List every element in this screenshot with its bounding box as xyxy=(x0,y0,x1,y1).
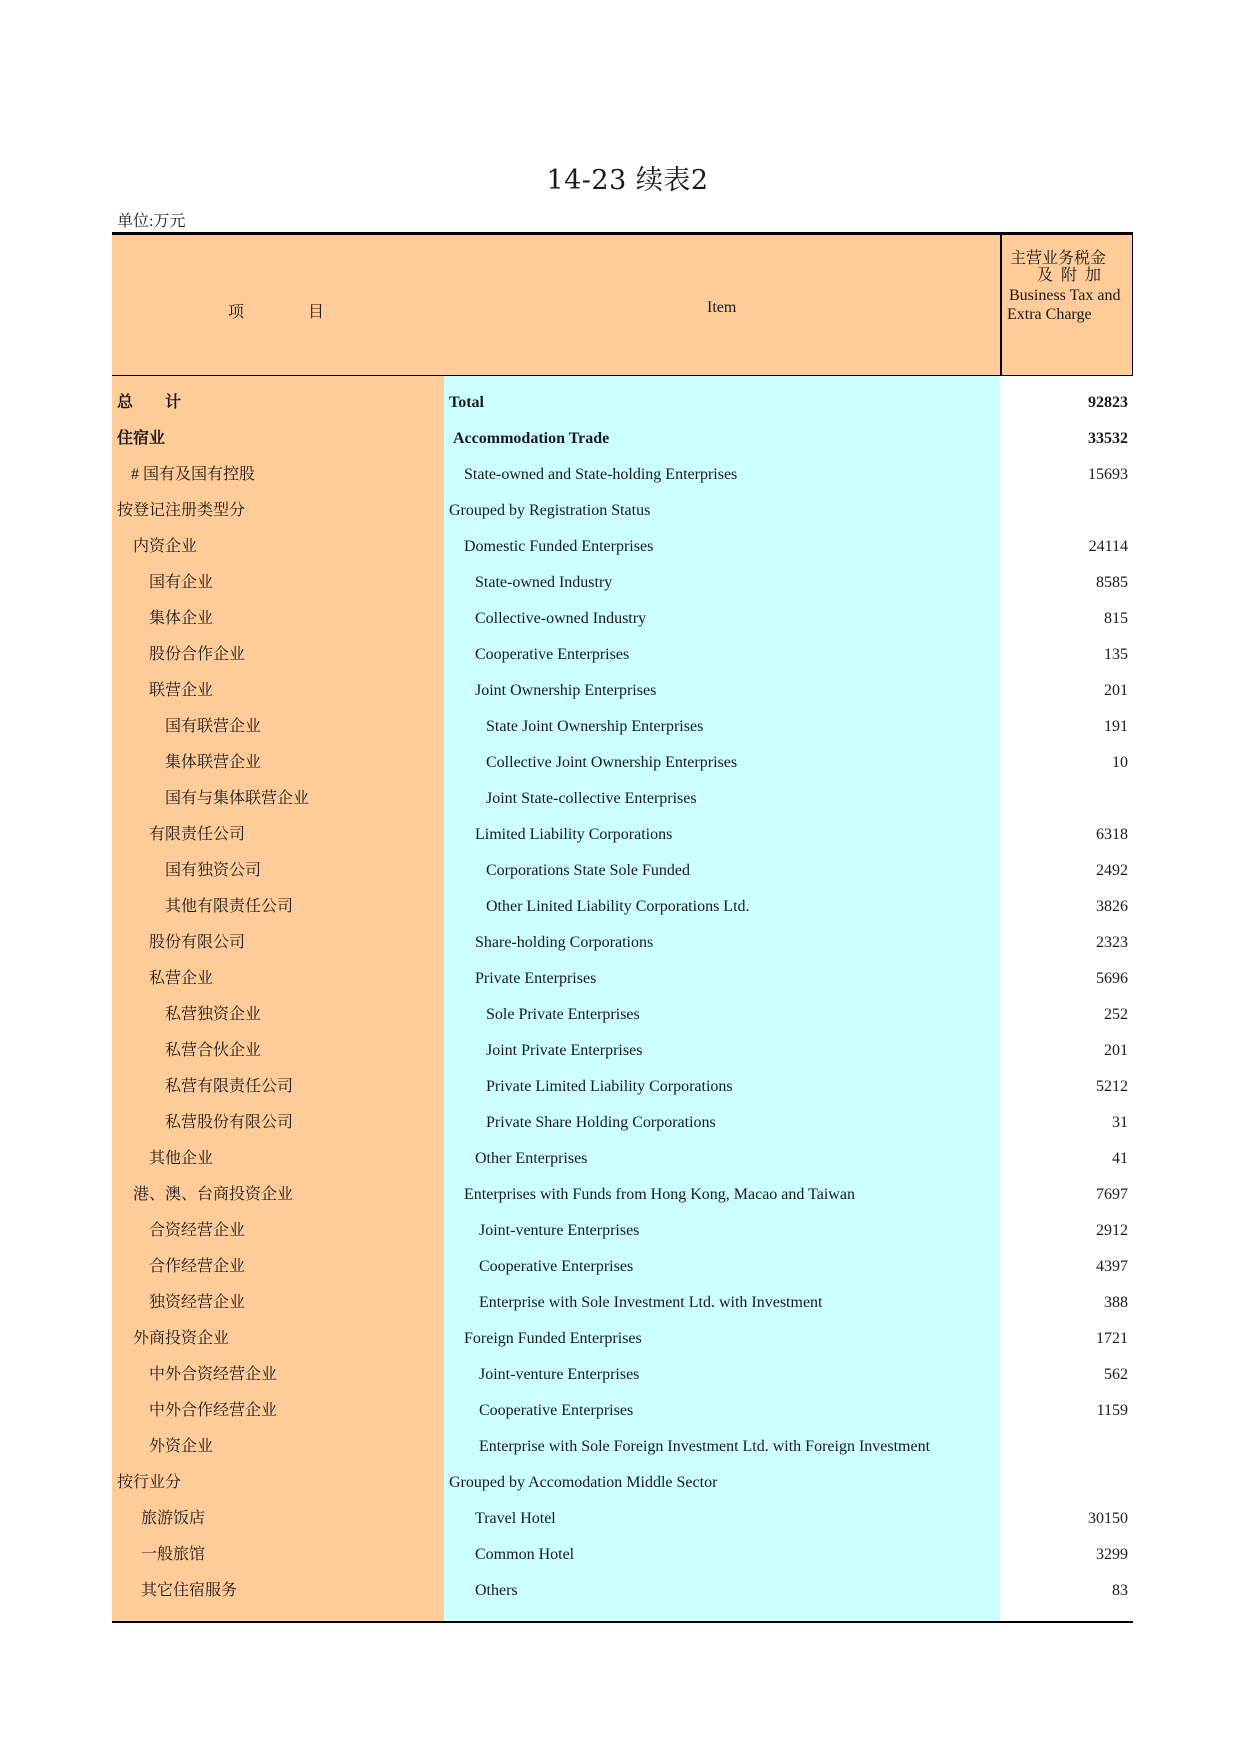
table-row xyxy=(112,1357,1133,1393)
row-label-en: Joint State-collective Enterprises xyxy=(444,781,1000,817)
table-row xyxy=(112,1501,1133,1537)
page-title: 14-23 续表2 xyxy=(546,165,709,196)
row-label-en: Limited Liability Corporations xyxy=(444,817,1000,853)
row-label-en: Other Enterprises xyxy=(444,1141,1000,1177)
row-label-en: State Joint Ownership Enterprises xyxy=(444,709,1000,745)
row-label-cn: 国有企业 xyxy=(112,565,444,601)
row-value: 5212 xyxy=(1096,1078,1128,1095)
row-label-en: Grouped by Registration Status xyxy=(444,493,1000,529)
pad-cn xyxy=(112,1609,444,1621)
row-label-en: Sole Private Enterprises xyxy=(444,997,1000,1033)
table-row xyxy=(112,1105,1133,1141)
row-value: 8585 xyxy=(1096,574,1128,591)
row-label-cn: 国有与集体联营企业 xyxy=(112,781,444,817)
table-row xyxy=(112,745,1133,781)
row-label-en: Joint-venture Enterprises xyxy=(444,1213,1000,1249)
row-label-en: Private Share Holding Corporations xyxy=(444,1105,1000,1141)
row-value: 33532 xyxy=(1088,430,1128,447)
row-label-en: Enterprise with Sole Foreign Investment Ltd. with Foreign Investment xyxy=(444,1429,1000,1465)
row-value: 5696 xyxy=(1096,970,1128,987)
row-label-en: Other Linited Liability Corporations Ltd. xyxy=(444,889,1000,925)
table-row xyxy=(112,493,1133,529)
table-row xyxy=(112,1069,1133,1105)
row-label-cn: 集体企业 xyxy=(112,601,444,637)
table-bottom-padding xyxy=(112,1609,1133,1621)
row-label-cn: 私营独资企业 xyxy=(112,997,444,1033)
row-label-en: Collective-owned Industry xyxy=(444,601,1000,637)
row-label-en: Private Enterprises xyxy=(444,961,1000,997)
row-label-en: Private Limited Liability Corporations xyxy=(444,1069,1000,1105)
row-label-en: Corporations State Sole Funded xyxy=(444,853,1000,889)
table-row xyxy=(112,1429,1133,1465)
row-value: 252 xyxy=(1104,1006,1128,1023)
table-row xyxy=(112,1573,1133,1609)
row-label-cn: 内资企业 xyxy=(112,529,444,565)
row-label-en: Share-holding Corporations xyxy=(444,925,1000,961)
header-value-en-line2: Extra Charge xyxy=(1007,306,1092,323)
table-row xyxy=(112,997,1133,1033)
row-label-cn: 集体联营企业 xyxy=(112,745,444,781)
row-label-cn: 港、澳、台商投资企业 xyxy=(112,1177,444,1213)
row-label-cn: 合资经营企业 xyxy=(112,1213,444,1249)
row-label-en: Joint Private Enterprises xyxy=(444,1033,1000,1069)
row-label-cn: 按行业分 xyxy=(112,1465,444,1501)
row-label-cn: 其他企业 xyxy=(112,1141,444,1177)
header-value-cn-line1: 主营业务税金 xyxy=(1010,250,1107,267)
row-label-cn: 国有独资公司 xyxy=(112,853,444,889)
row-value: 30150 xyxy=(1088,1510,1128,1527)
table-row xyxy=(112,457,1133,493)
row-value: 1721 xyxy=(1096,1330,1128,1347)
row-label-en: Cooperative Enterprises xyxy=(444,637,1000,673)
row-label-cn: 旅游饭店 xyxy=(112,1501,444,1537)
row-value: 4397 xyxy=(1096,1258,1128,1275)
row-value: 815 xyxy=(1104,610,1128,627)
row-value: 3826 xyxy=(1096,898,1128,915)
table-row xyxy=(112,1177,1133,1213)
table-row xyxy=(112,529,1133,565)
table-row xyxy=(112,601,1133,637)
row-label-en: Others xyxy=(444,1573,1000,1609)
row-value xyxy=(1000,493,1133,529)
row-value: 201 xyxy=(1104,1042,1128,1059)
table-row xyxy=(112,709,1133,745)
row-value: 2492 xyxy=(1096,862,1128,879)
row-label-cn: 有限责任公司 xyxy=(112,817,444,853)
row-label-cn: 中外合作经营企业 xyxy=(112,1393,444,1429)
table-row xyxy=(112,1321,1133,1357)
pad-en xyxy=(444,1609,1000,1621)
table-row xyxy=(112,673,1133,709)
row-label-cn: 其他有限责任公司 xyxy=(112,889,444,925)
row-label-cn: 按登记注册类型分 xyxy=(112,493,444,529)
table-row xyxy=(112,1141,1133,1177)
header-value-en-line1: Business Tax and xyxy=(1009,287,1121,304)
row-label-cn: 一般旅馆 xyxy=(112,1537,444,1573)
row-value: 2912 xyxy=(1096,1222,1128,1239)
row-label-cn: 外商投资企业 xyxy=(112,1321,444,1357)
row-label-en: Total xyxy=(444,376,1000,421)
row-label-cn: 私营合伙企业 xyxy=(112,1033,444,1069)
row-value xyxy=(1000,1429,1133,1465)
row-label-en: Accommodation Trade xyxy=(444,421,1000,457)
row-label-cn: 独资经营企业 xyxy=(112,1285,444,1321)
row-label-cn: 私营企业 xyxy=(112,961,444,997)
row-value: 135 xyxy=(1104,646,1128,663)
row-label-cn: 私营股份有限公司 xyxy=(112,1105,444,1141)
table-row xyxy=(112,817,1133,853)
row-value: 15693 xyxy=(1088,466,1128,483)
row-value: 6318 xyxy=(1096,826,1128,843)
row-label-en: Joint Ownership Enterprises xyxy=(444,673,1000,709)
data-table xyxy=(112,232,1133,1623)
row-value xyxy=(1000,1465,1133,1501)
table-row xyxy=(112,961,1133,997)
row-label-cn: 私营有限责任公司 xyxy=(112,1069,444,1105)
table-row xyxy=(112,1249,1133,1285)
table-row xyxy=(112,889,1133,925)
table-row xyxy=(112,565,1133,601)
row-value: 7697 xyxy=(1096,1186,1128,1203)
table-row xyxy=(112,637,1133,673)
row-value: 83 xyxy=(1112,1582,1128,1599)
header-item-en: Item xyxy=(707,299,737,316)
row-label-en: Cooperative Enterprises xyxy=(444,1249,1000,1285)
row-value: 562 xyxy=(1104,1366,1128,1383)
row-value: 1159 xyxy=(1096,1402,1128,1419)
table-row xyxy=(112,1213,1133,1249)
row-value: 92823 xyxy=(1088,394,1128,411)
row-label-cn: 住宿业 xyxy=(112,421,444,457)
row-label-cn: 股份有限公司 xyxy=(112,925,444,961)
row-label-cn: 总 计 xyxy=(112,376,444,421)
table-row xyxy=(112,853,1133,889)
row-label-en: Enterprise with Sole Investment Ltd. with Investment xyxy=(444,1285,1000,1321)
table-row xyxy=(112,1033,1133,1069)
row-value: 24114 xyxy=(1088,538,1128,555)
row-label-en: Enterprises with Funds from Hong Kong, Macao and Taiwan xyxy=(444,1177,1000,1213)
row-value: 3299 xyxy=(1096,1546,1128,1563)
row-label-en: Joint-venture Enterprises xyxy=(444,1357,1000,1393)
row-label-en: State-owned and State-holding Enterprises xyxy=(444,457,1000,493)
row-value: 2323 xyxy=(1096,934,1128,951)
row-label-en: Foreign Funded Enterprises xyxy=(444,1321,1000,1357)
row-label-cn: 股份合作企业 xyxy=(112,637,444,673)
row-label-cn: 合作经营企业 xyxy=(112,1249,444,1285)
row-label-cn: 其它住宿服务 xyxy=(112,1573,444,1609)
row-label-en: Cooperative Enterprises xyxy=(444,1393,1000,1429)
row-label-cn: # 国有及国有控股 xyxy=(112,457,444,493)
row-value: 41 xyxy=(1112,1150,1128,1167)
row-value: 388 xyxy=(1104,1294,1128,1311)
row-value xyxy=(1000,781,1133,817)
table-header xyxy=(112,232,1133,376)
table-row xyxy=(112,421,1133,457)
row-label-en: Grouped by Accomodation Middle Sector xyxy=(444,1465,1000,1501)
table-row xyxy=(112,1393,1133,1429)
table-row xyxy=(112,925,1133,961)
row-label-en: Common Hotel xyxy=(444,1537,1000,1573)
header-value-cn-line2: 及附加 xyxy=(1037,267,1110,284)
row-value: 31 xyxy=(1112,1114,1128,1131)
table-row xyxy=(112,781,1133,817)
header-value-column xyxy=(1000,232,1133,376)
row-label-en: Domestic Funded Enterprises xyxy=(444,529,1000,565)
row-label-cn: 中外合资经营企业 xyxy=(112,1357,444,1393)
table-row xyxy=(112,1285,1133,1321)
row-value: 201 xyxy=(1104,682,1128,699)
table-body xyxy=(112,376,1133,1623)
row-label-cn: 国有联营企业 xyxy=(112,709,444,745)
row-label-en: Collective Joint Ownership Enterprises xyxy=(444,745,1000,781)
row-value: 191 xyxy=(1104,718,1128,735)
row-label-cn: 外资企业 xyxy=(112,1429,444,1465)
row-label-en: Travel Hotel xyxy=(444,1501,1000,1537)
header-item-cn: 项 目 xyxy=(228,304,325,321)
table-row xyxy=(112,376,1133,421)
table-row xyxy=(112,1537,1133,1573)
row-value: 10 xyxy=(1112,754,1128,771)
unit-label: 单位:万元 xyxy=(117,213,186,230)
row-label-en: State-owned Industry xyxy=(444,565,1000,601)
row-label-cn: 联营企业 xyxy=(112,673,444,709)
table-row xyxy=(112,1465,1133,1501)
